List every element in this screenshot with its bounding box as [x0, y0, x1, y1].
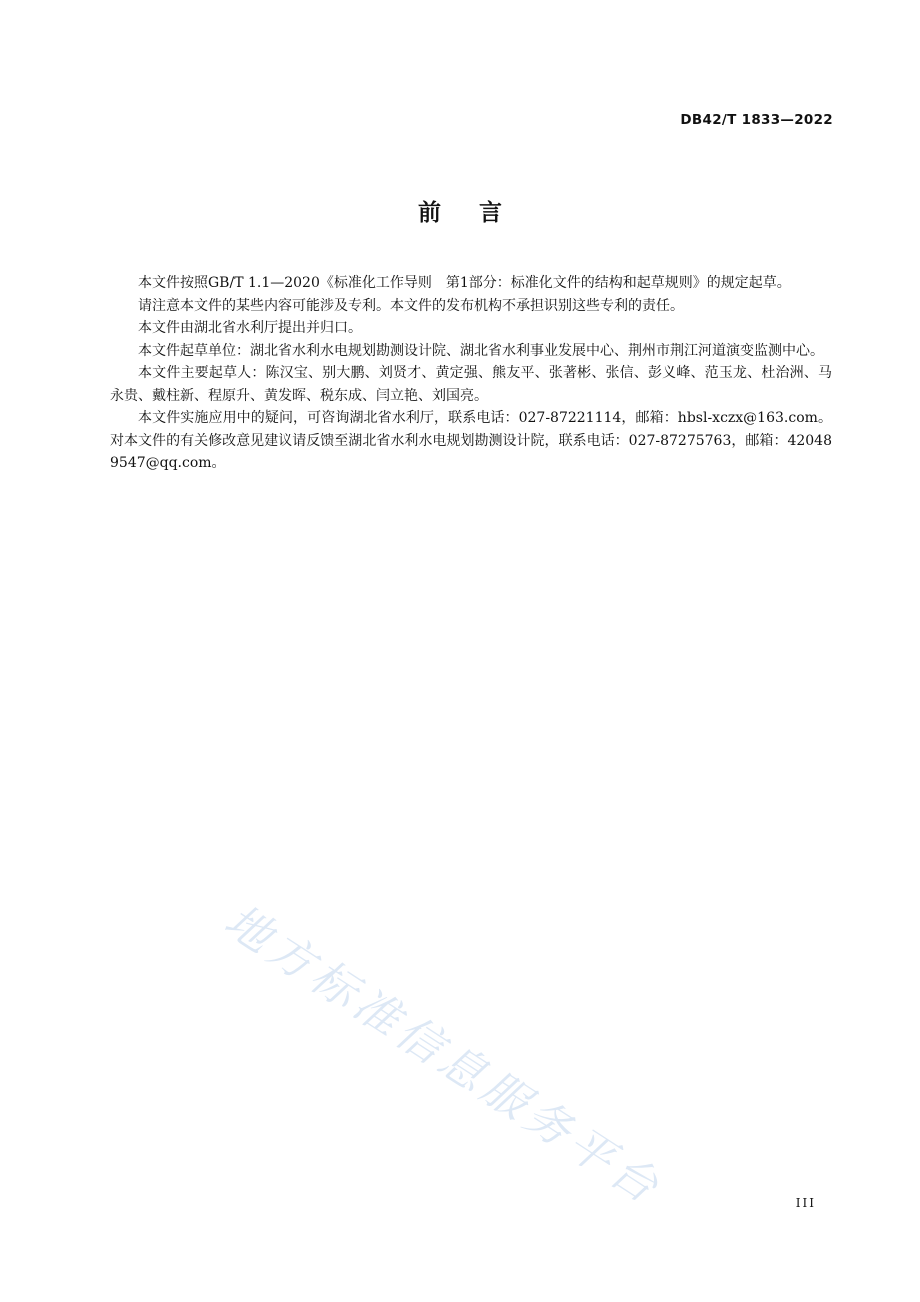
paragraph-patent-notice: 请注意本文件的某些内容可能涉及专利。本文件的发布机构不承担识别这些专利的责任。 — [138, 297, 684, 314]
watermark: 地方标准信息服务平台 — [215, 893, 672, 1216]
paragraph-drafting-units: 本文件起草单位：湖北省水利水电规划勘测设计院、湖北省水利事业发展中心、荆州市荆江河道演变监测中心。 — [138, 342, 824, 359]
document-code: DB42/T 1833—2022 — [680, 112, 833, 128]
page-number: III — [795, 1196, 816, 1210]
paragraph-proposer: 本文件由湖北省水利厅提出并归口。 — [138, 320, 362, 336]
paragraph-drafting-basis: 本文件按照GB/T 1.1—2020《标准化工作导则 第1部分：标准化文件的结构和起草规则》的规定起草。 — [138, 275, 791, 291]
paragraph-drafters: 本文件主要起草人：陈汉宝、别大鹏、刘贤才、黄定强、熊友平、张著彬、张信、彭义峰、范玉龙、杜治洲、马永贵、戴柱新、程原升、黄发晖、税东成、闫立艳、刘国亮。 — [110, 365, 832, 404]
paragraph-contact-info: 本文件实施应用中的疑问，可咨询湖北省水利厅，联系电话：027-87221114，邮箱：hbsl-xczx@163.com。对本文件的有关修改意见建议请反馈至湖北省水利水电规划勘测设计院，联系电话：027-87275763，邮箱：420489547@qq.com。 — [110, 410, 832, 471]
foreword-body — [110, 272, 832, 475]
page-title: 前言 — [418, 200, 540, 226]
